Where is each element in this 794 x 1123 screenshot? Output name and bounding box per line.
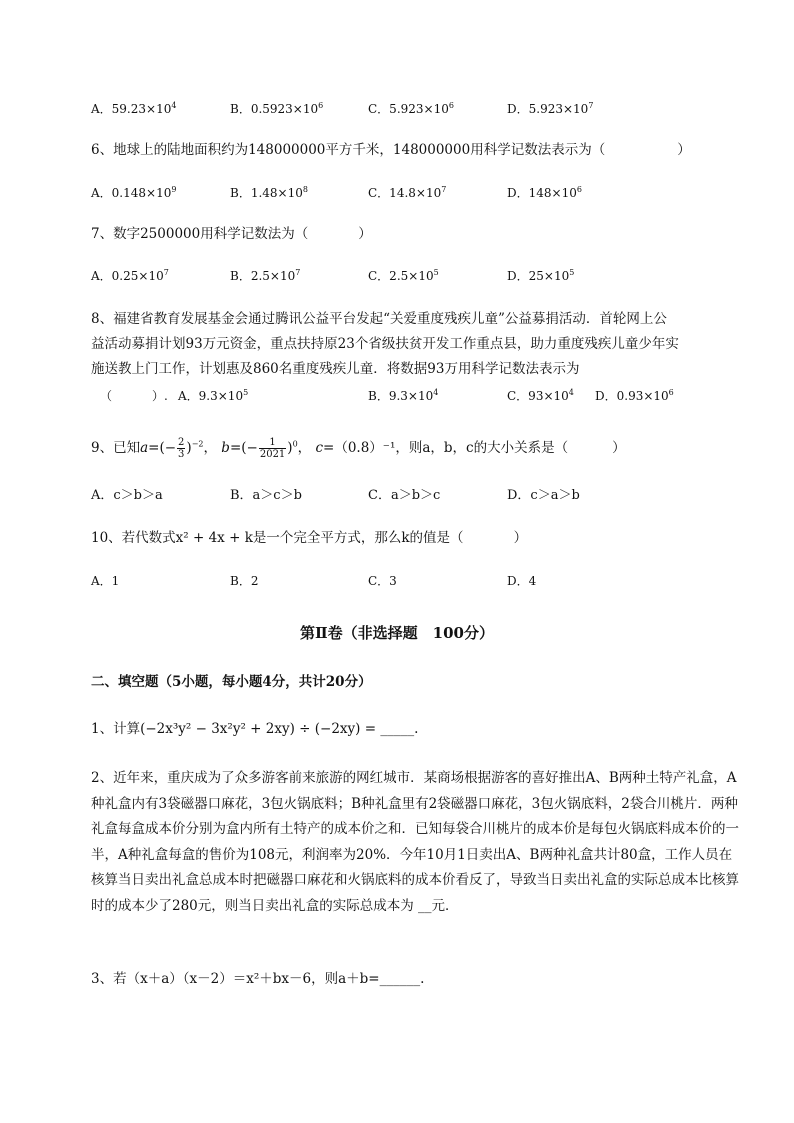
fill-question-1: 1、计算(−2x³y² − 3x²y² + 2xy) ÷ (−2xy) = _____. — [91, 721, 419, 737]
section-2-title: 第Ⅱ卷（非选择题 100分） — [300, 624, 494, 642]
fill-question-3: 3、若（x＋a）（x－2）＝x²＋bx－6，则a＋b=______. — [91, 971, 425, 987]
q8-answer-paren: （ ）. — [100, 389, 168, 403]
q7-option-b: B．$2.5\times 10^7$ — [230, 268, 301, 283]
q9-stem: 9、已知a=(− $\frac{2}{3}$ )$^{-2}$， b=(− $\frac{1}{2021}$ )$^0$， c=（0.8）⁻¹，则a，b，c的大小关系是（ ） — [91, 437, 626, 460]
fill-in-heading: 二、填空题（5小题，每小题4分，共计20分） — [91, 674, 372, 690]
q5-option-a: A．$59.23\times 10^4$ — [91, 101, 177, 116]
q10-option-c: C．3 — [368, 574, 397, 588]
q6-option-d: D．$148\times 10^6$ — [507, 185, 582, 200]
q7-option-a: A．$0.25\times 10^7$ — [91, 268, 169, 283]
q6-option-b: B．$1.48\times 10^8$ — [230, 185, 308, 200]
q5-option-c: C．$5.923\times 10^6$ — [368, 101, 454, 116]
q9-fraction-a: $\frac{2}{3}$ — [178, 437, 185, 460]
q10-option-b: B．2 — [230, 574, 259, 588]
q6-stem: 6、地球上的陆地面积约为148000000平方千米，148000000用科学记数法表示为（ ） — [91, 142, 691, 158]
q8-option-b: B．$9.3\times 10^4$ — [368, 388, 439, 403]
q10-option-d: D．4 — [507, 574, 537, 588]
q7-stem: 7、数字2500000用科学记数法为（ ） — [91, 226, 372, 242]
q8-option-d: D．$0.93\times 10^6$ — [595, 388, 674, 403]
q6-option-c: C．$14.8\times 10^7$ — [368, 185, 447, 200]
q8-line-3: 施送教上门工作，计划惠及860名重度残疾儿童．将数据93万用科学记数法表示为 — [91, 361, 580, 377]
q5-option-d: D．$5.923\times 10^7$ — [507, 101, 594, 116]
q9-option-d: D．c＞a＞b — [507, 488, 580, 503]
q7-option-c: C．$2.5\times 10^5$ — [368, 268, 439, 283]
q8-line-1: 8、福建省教育发展基金会通过腾讯公益平台发起“关爱重度残疾儿童”公益募捐活动．首轮网上公 — [91, 311, 667, 327]
q9-fraction-b: $\frac{1}{2021}$ — [259, 437, 286, 460]
q10-stem: 10、若代数式x² + 4x + k是一个完全平方式，那么k的值是（ ） — [91, 530, 528, 546]
q7-option-d: D．$25\times 10^5$ — [507, 268, 575, 283]
q8-line-2: 益活动募捐计划93万元资金，重点扶持原23个省级扶贫开发工作重点县，助力重度残疾儿童少年实 — [91, 336, 679, 352]
q5-option-b: B．$0.5923\times 10^6$ — [230, 101, 324, 116]
q8-option-a: A．$9.3\times 10^5$ — [178, 388, 249, 403]
q9-option-a: A．c＞b＞a — [91, 488, 163, 503]
q8-option-c: C．$93\times 10^4$ — [507, 388, 574, 403]
fill-question-2: 2、近年来，重庆成为了众多游客前来旅游的网红城市．某商场根据游客的喜好推出A、B两种土特产礼盒，A种礼盒内有3袋磁器口麻花，3包火锅底料；B种礼盒里有2袋磁器口麻花，3包火锅底料，2袋合川桃片．两种礼盒每盒成本价分别为盒内所有土特产的成本价之和．已知每袋合川桃片的成本价是每包火锅底料成本价的一半，A种礼盒每盒的售价为108元，利润率为20%．今年10月1日卖出A、B两种礼盒共计80盒，工作人员在核算当日卖出礼盒总成本时把磁器口麻花和火锅底料的成本价看反了，导致当日卖出礼盒的实际总成本比核算时的成本少了280元，则当日卖出礼盒的实际总成本为 __元． — [91, 770, 739, 914]
q9-option-b: B．a＞c＞b — [230, 488, 302, 503]
q9-option-c: C．a＞b＞c — [368, 488, 441, 503]
q6-option-a: A．$0.148\times 10^9$ — [91, 185, 177, 200]
q10-option-a: A．1 — [91, 574, 120, 588]
